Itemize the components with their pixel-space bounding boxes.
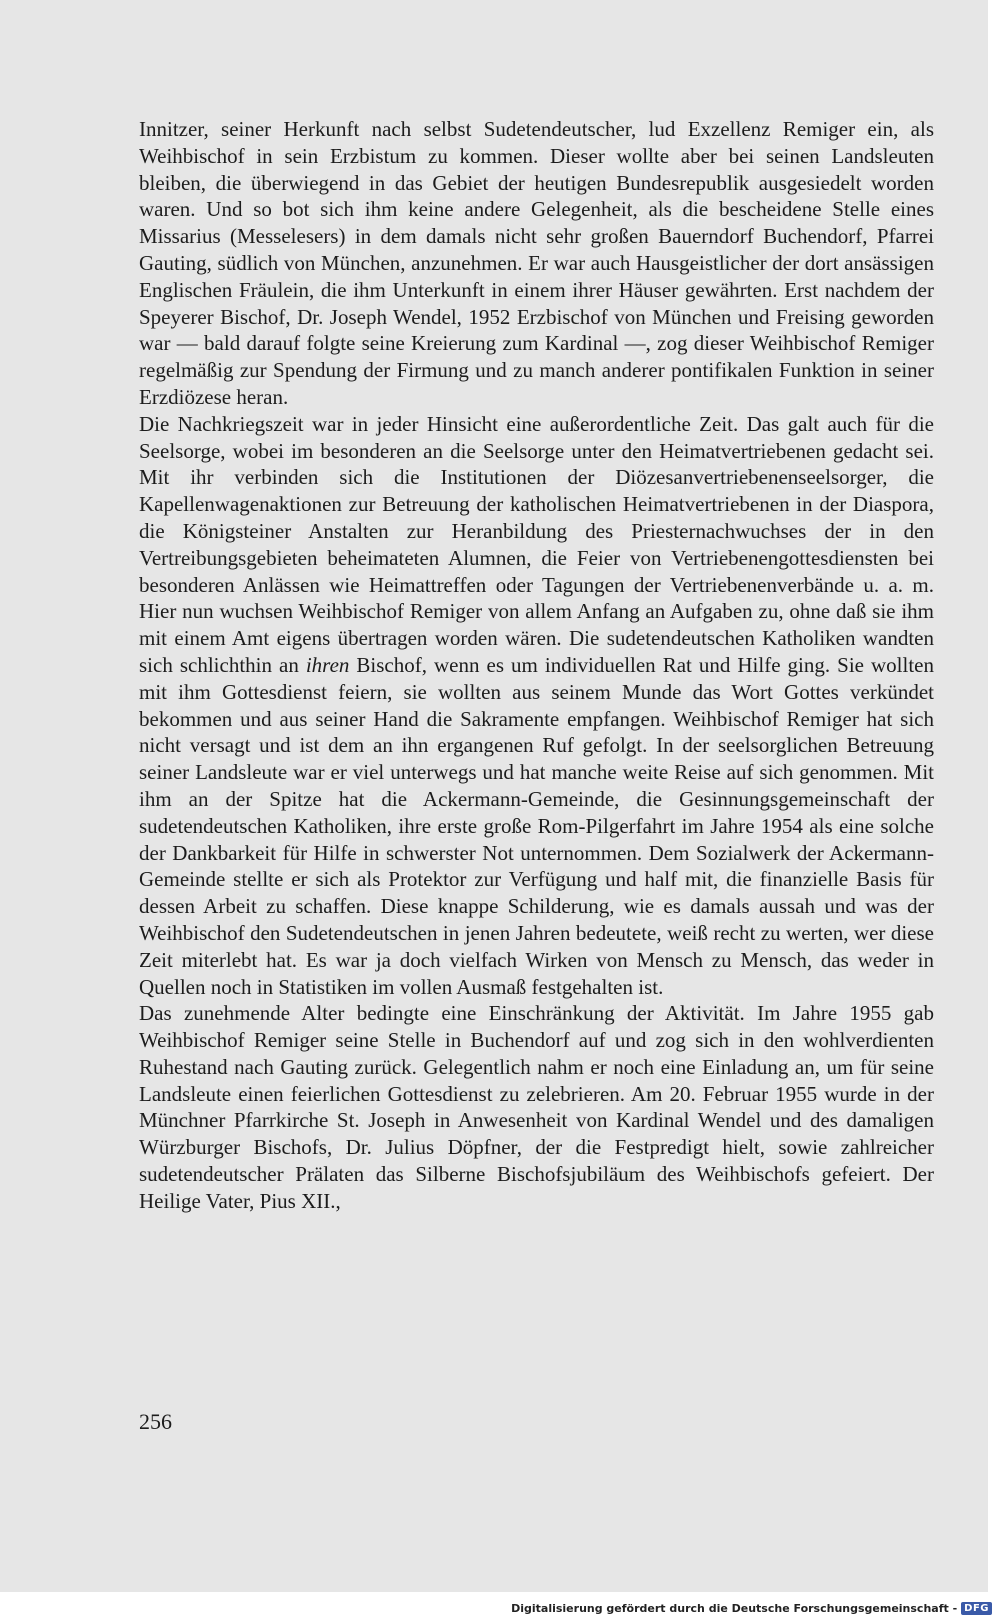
paragraph-1: Innitzer, seiner Herkunft nach selbst Sudetendeutscher, lud Exzellenz Remiger ein, als Weihbischof in sein Erzbistum zu kommen. Dieser wollte aber bei seinen Landsleuten bleiben, die überwiegend in das Gebiet der heutigen Bundesrepublik ausgesiedelt worden waren. Und so bot sich ihm keine andere Gelegenheit, als die bescheidene Stelle eines Missarius (Messelesers) in dem damals nicht sehr großen Bauerndorf Buchendorf, Pfarrei Gauting, südlich von München, anzunehmen. Er war auch Hausgeistlicher der dort ansässigen Englischen Fräulein, die ihm Unterkunft in einem ihrer Häuser gewährten. Erst nachdem der Speyerer Bischof, Dr. Joseph Wendel, 1952 Erzbischof von München und Freising geworden war — bald darauf folgte seine Kreierung zum Kardinal —, zog dieser Weihbischof Remiger regelmäßig zur Spendung der Firmung und zu manch anderer pontifikalen Funktion in seiner Erzdiözese heran. bbox=[139, 117, 934, 409]
body-text bbox=[139, 116, 934, 1215]
digitization-credit bbox=[511, 1602, 992, 1615]
paragraph-2-text-after: Bischof, wenn es um individuellen Rat und Hilfe ging. Sie wollten mit ihm Gottesdienst feiern, sie wollten aus seinem Munde das Wort Gottes verkündet bekommen und aus seiner Hand die Sakramente empfangen. Weihbischof Remiger hat sich nicht versagt und ist dem an ihn ergangenen Ruf gefolgt. In der seelsorglichen Betreuung seiner Landsleute war er viel unterwegs und hat manche weite Reise auf sich genommen. Mit ihm an der Spitze hat die Ackermann-Gemeinde, die Gesinnungsgemeinschaft der sudetendeutschen Katholiken, ihre erste große Rom-Pilgerfahrt im Jahre 1954 als eine solche der Dankbarkeit für Hilfe in schwerster Not unternommen. Dem Sozialwerk der Ackermann-Gemeinde stellte er sich als Protektor zur Verfügung und half mit, die finanzielle Basis für dessen Arbeit zu schaffen. Diese knappe Schilderung, wie es damals aussah und was der Weihbischof den Sudetendeutschen in jenen Jahren bedeutete, weiß recht zu werten, wer diese Zeit miterlebt hat. Es war ja doch vielfach Wirken von Mensch zu Mensch, das weder in Quellen noch in Statistiken im vollen Ausmaß festgehalten ist. bbox=[139, 652, 934, 999]
paragraph-2-text-before: Die Nachkriegszeit war in jeder Hinsicht eine außerordentliche Zeit. Das galt auch für die Seelsorge, wobei im besonderen an die Seelsorge unter den Heimatvertriebenen gedacht sei. Mit ihr verbinden sich die Institutionen der Diözesanvertriebenenseelsorger, die Kapellenwagenaktionen zur Betreuung der katholischen Heimatvertriebenen in der Diaspora, die Königsteiner Anstalten zur Heranbildung des Priesternachwuchses der in den Vertreibungsgebieten beheimateten Alumnen, die Feier von Vertriebenengottesdiensten bei besonderen Anlässen wie Heimattreffen oder Tagungen der Vertriebenenverbände u. a. m. Hier nun wuchsen Weihbischof Remiger von allem Anfang an Aufgaben zu, ohne daß sie ihm mit einem Amt eigens übertragen worden wären. Die sudetendeutschen Katholiken wandten sich schlichthin an bbox=[139, 411, 934, 677]
page-number: 256 bbox=[139, 1409, 172, 1434]
emphasized-word: ihren bbox=[305, 652, 350, 677]
paragraph-2 bbox=[139, 411, 934, 1001]
dfg-logo-icon: DFG bbox=[961, 1602, 992, 1615]
credit-text: Digitalisierung gefördert durch die Deutsche Forschungsgemeinschaft - bbox=[511, 1602, 958, 1615]
paragraph-3: Das zunehmende Alter bedingte eine Einschränkung der Aktivität. Im Jahre 1955 gab Weihbischof Remiger seine Stelle in Buchendorf auf und zog sich in den wohlverdienten Ruhestand nach Gauting zurück. Gelegentlich nahm er noch eine Einladung an, um für seine Landsleute einen feierlichen Gottesdienst zu zelebrieren. Am 20. Februar 1955 wurde in der Münchner Pfarrkirche St. Joseph in Anwesenheit von Kardinal Wendel und des damaligen Würzburger Bischofs, Dr. Julius Döpfner, der die Festpredigt hielt, sowie zahlreicher sudetendeutscher Prälaten das Silberne Bischofsjubiläum des Weihbischofs gefeiert. Der Heilige Vater, Pius XII., bbox=[139, 1001, 934, 1213]
